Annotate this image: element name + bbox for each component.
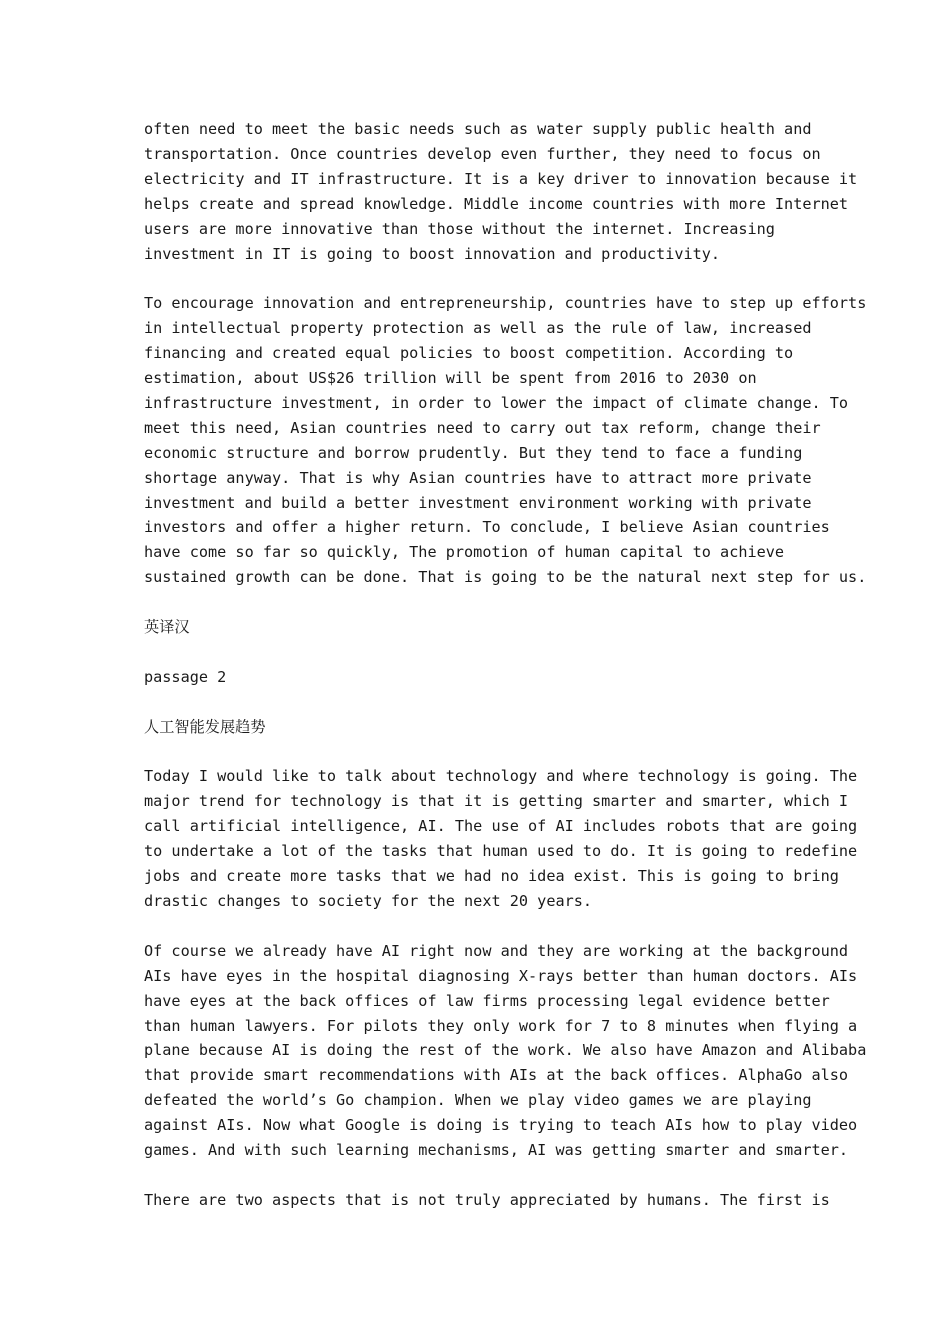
text-line: financing and created equal policies to boost competition. According to [144, 344, 794, 363]
text-line: investment in IT is going to boost innovation and productivity. [144, 244, 721, 263]
text-line: have eyes at the back offices of law firms processing legal evidence better [144, 991, 830, 1010]
text-line: estimation, about US$26 trillion will be spent from 2016 to 2030 on [144, 369, 757, 388]
paragraph-infrastructure-needs [144, 117, 858, 266]
text-line: that provide smart recommendations with AIs at the back offices. AlphaGo also [144, 1066, 849, 1085]
text-line: plane because AI is doing the rest of the work. We also have Amazon and Alibaba [144, 1041, 867, 1060]
text-line: drastic changes to society for the next 20 years. [144, 892, 593, 911]
text-line: meet this need, Asian countries need to carry out tax reform, change their [144, 418, 821, 437]
passage-title: 人工智能发展趋势 [144, 717, 266, 736]
text-line: AIs have eyes in the hospital diagnosing X-rays better than human doctors. AIs [144, 966, 858, 985]
text-line: jobs and create more tasks that we had no idea exist. This is going to bring [144, 867, 839, 886]
text-line: major trend for technology is that it is getting smarter and smarter, which I [144, 792, 849, 811]
text-line: defeated the world’s Go champion. When we play video games we are playing [144, 1091, 812, 1110]
paragraph-two-aspects [144, 1188, 830, 1213]
text-line: infrastructure investment, in order to lower the impact of climate change. To [144, 393, 849, 412]
text-line: investors and offer a higher return. To conclude, I believe Asian countries [144, 518, 830, 537]
text-line: call artificial intelligence, AI. The use of AI includes robots that are going [144, 817, 858, 836]
text-line: Today I would like to talk about technology and where technology is going. The [144, 767, 858, 786]
text-line: have come so far so quickly, The promotion of human capital to achieve [144, 543, 785, 562]
text-line: often need to meet the basic needs such as water supply public health and [144, 120, 812, 138]
text-line: investment and build a better investment environment working with private [144, 493, 812, 512]
text-line: sustained growth can be done. That is going to be the natural next step for us. [144, 568, 867, 587]
passage-label: passage 2 [144, 667, 227, 686]
paragraph-ai-examples [144, 939, 867, 1163]
text-line: electricity and IT infrastructure. It is a key driver to innovation because it [144, 169, 858, 188]
paragraph-ai-trend [144, 764, 858, 913]
text-line: users are more innovative than those without the internet. Increasing [144, 219, 775, 238]
text-line: than human lawyers. For pilots they only work for 7 to 8 minutes when flying a [144, 1016, 858, 1035]
text-line: shortage anyway. That is why Asian countries have to attract more private [144, 468, 812, 487]
text-line: helps create and spread knowledge. Middle income countries with more Internet [144, 194, 849, 213]
text-line: To encourage innovation and entrepreneurship, countries have to step up efforts [144, 294, 867, 313]
text-line: games. And with such learning mechanisms, AI was getting smarter and smarter. [144, 1141, 849, 1160]
text-line: transportation. Once countries develop even further, they need to focus on [144, 144, 821, 163]
text-line: in intellectual property protection as well as the rule of law, increased [144, 319, 812, 338]
text-line: There are two aspects that is not truly appreciated by humans. The first is [144, 1190, 830, 1209]
text-line: against AIs. Now what Google is doing is trying to teach AIs how to play video [144, 1116, 858, 1135]
text-line: Of course we already have AI right now and they are working at the background [144, 941, 849, 960]
text-line: to undertake a lot of the tasks that human used to do. It is going to redefine [144, 842, 858, 861]
document-page [144, 117, 867, 1238]
paragraph-innovation-policy [144, 291, 867, 590]
section-heading: 英译汉 [144, 618, 190, 637]
text-line: economic structure and borrow prudently. But they tend to face a funding [144, 443, 803, 462]
